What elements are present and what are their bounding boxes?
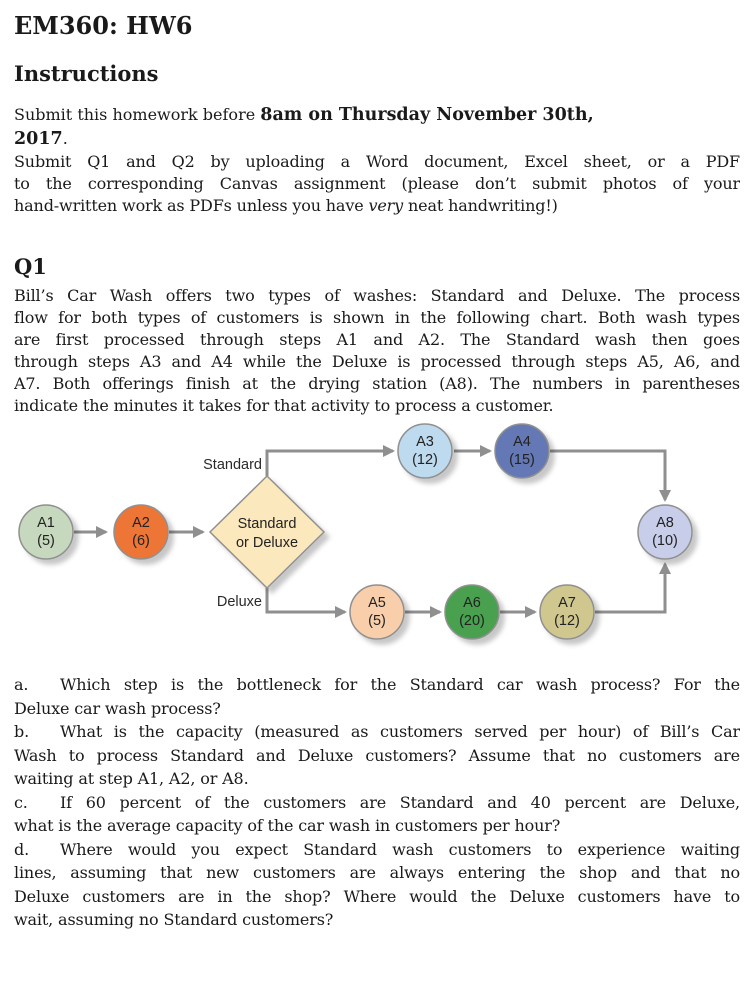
svg-text:(12): (12) — [412, 452, 438, 468]
question-line: lines, assuming that new customers are always entering the shop and that no — [14, 863, 740, 882]
submission-line: Submit Q1 and Q2 by uploading a Word document, Excel sheet, or a PDF — [14, 152, 740, 171]
svg-text:(12): (12) — [554, 613, 580, 629]
question-line: wait, assuming no Standard customers? — [14, 910, 334, 929]
q1-line: through steps A3 and A4 while the Deluxe is processed through steps A5, A6, and — [14, 352, 740, 371]
process-node-A7 — [540, 585, 594, 639]
q1-line: flow for both types of customers is shown in the following chart. Both wash types — [14, 308, 740, 327]
svg-text:A4: A4 — [513, 434, 531, 450]
svg-text:(5): (5) — [368, 613, 386, 629]
node-circle — [540, 585, 594, 639]
process-node-A2 — [114, 505, 168, 559]
deadline-suffix: . — [62, 129, 68, 148]
flow-arrow-decision-a5 — [267, 588, 345, 612]
flow-arrow-a7-a8 — [595, 564, 665, 612]
svg-text:Standard: Standard — [237, 516, 297, 532]
deadline-bold-line1: 8am on Thursday November 30th, — [260, 105, 594, 125]
submission-line: hand-written work as PDFs unless you have very neat handwriting!) — [14, 196, 558, 215]
svg-text:A2: A2 — [132, 515, 150, 531]
question-line: d. Where would you expect Standard wash customers to experience waiting — [14, 839, 740, 859]
question-letter: b. — [14, 722, 30, 741]
deadline-prefix: Submit this homework before — [14, 105, 261, 124]
instructions-heading: Instructions — [14, 61, 159, 86]
node-circle — [638, 505, 692, 559]
question-a — [14, 673, 740, 720]
svg-text:(15): (15) — [509, 452, 535, 468]
node-circle — [350, 585, 404, 639]
svg-text:A5: A5 — [368, 595, 386, 611]
flow-arrow-decision-a3 — [267, 451, 393, 476]
svg-text:(20): (20) — [459, 613, 485, 629]
svg-text:A3: A3 — [416, 434, 434, 450]
submission-paragraph — [14, 151, 740, 217]
svg-text:(5): (5) — [37, 533, 55, 549]
question-line: waiting at step A1, A2, or A8. — [14, 769, 249, 788]
svg-text:A6: A6 — [463, 595, 481, 611]
deadline-bold-line2: 2017 — [14, 129, 63, 149]
question-line: b. What is the capacity (measured as customers served per hour) of Bill’s Car — [14, 722, 740, 741]
decision-diamond-shape — [210, 476, 324, 588]
svg-text:(10): (10) — [652, 533, 678, 549]
node-circle — [445, 585, 499, 639]
q1-line: indicate the minutes it takes for that activity to process a customer. — [14, 396, 554, 415]
question-line: Wash to process Standard and Deluxe customers? Assume that no customers are — [14, 745, 740, 765]
question-line: a. Which step is the bottleneck for the Standard car wash process? For the — [14, 675, 740, 694]
submission-line: to the corresponding Canvas assignment (please don’t submit photos of your — [14, 174, 740, 193]
process-node-A4 — [495, 424, 549, 478]
emphasis-very: very — [368, 196, 404, 215]
question-line: Deluxe car wash process? — [14, 698, 221, 718]
svg-text:A7: A7 — [558, 595, 576, 611]
node-circle — [114, 505, 168, 559]
node-circle — [398, 424, 452, 478]
question-letter: d. — [14, 839, 30, 859]
node-circle — [19, 505, 73, 559]
flow-chart-svg — [0, 421, 753, 666]
svg-text:A8: A8 — [656, 515, 674, 531]
page-title: EM360: HW6 — [14, 11, 193, 40]
question-c — [14, 791, 740, 838]
process-node-A3 — [398, 424, 452, 478]
question-line: c. If 60 percent of the customers are Standard and 40 percent are Deluxe, — [14, 792, 740, 812]
process-node-A6 — [445, 585, 499, 639]
question-line: Deluxe customers are in the shop? Where would the Deluxe customers have to — [14, 886, 740, 906]
question-letter: a. — [14, 675, 29, 694]
svg-text:A1: A1 — [37, 515, 55, 531]
svg-text:or Deluxe: or Deluxe — [235, 535, 299, 551]
question-letter: c. — [14, 792, 28, 812]
q1-description-paragraph — [14, 285, 740, 417]
question-line: what is the average capacity of the car wash in customers per hour? — [14, 816, 561, 835]
deadline-paragraph — [14, 103, 740, 151]
process-node-A8 — [638, 505, 692, 559]
process-node-A1 — [19, 505, 73, 559]
branch-label-standard: Standard — [203, 457, 262, 473]
q1-heading: Q1 — [14, 254, 47, 279]
q1-line: A7. Both offerings finish at the drying station (A8). The numbers in parentheses — [14, 374, 740, 393]
branch-label-deluxe: Deluxe — [216, 594, 262, 610]
svg-text:(6): (6) — [132, 533, 150, 549]
decision-node-standard-or-deluxe — [210, 476, 324, 588]
question-list — [14, 673, 740, 932]
node-circle — [495, 424, 549, 478]
question-b — [14, 720, 740, 791]
q1-line: are first processed through steps A1 and A2. The Standard wash then goes — [14, 330, 740, 349]
process-flow-diagram — [0, 421, 740, 666]
question-d — [14, 838, 740, 932]
process-node-A5 — [350, 585, 404, 639]
q1-line: Bill’s Car Wash offers two types of washes: Standard and Deluxe. The process — [14, 286, 740, 305]
flow-arrow-a4-a8 — [550, 451, 665, 500]
